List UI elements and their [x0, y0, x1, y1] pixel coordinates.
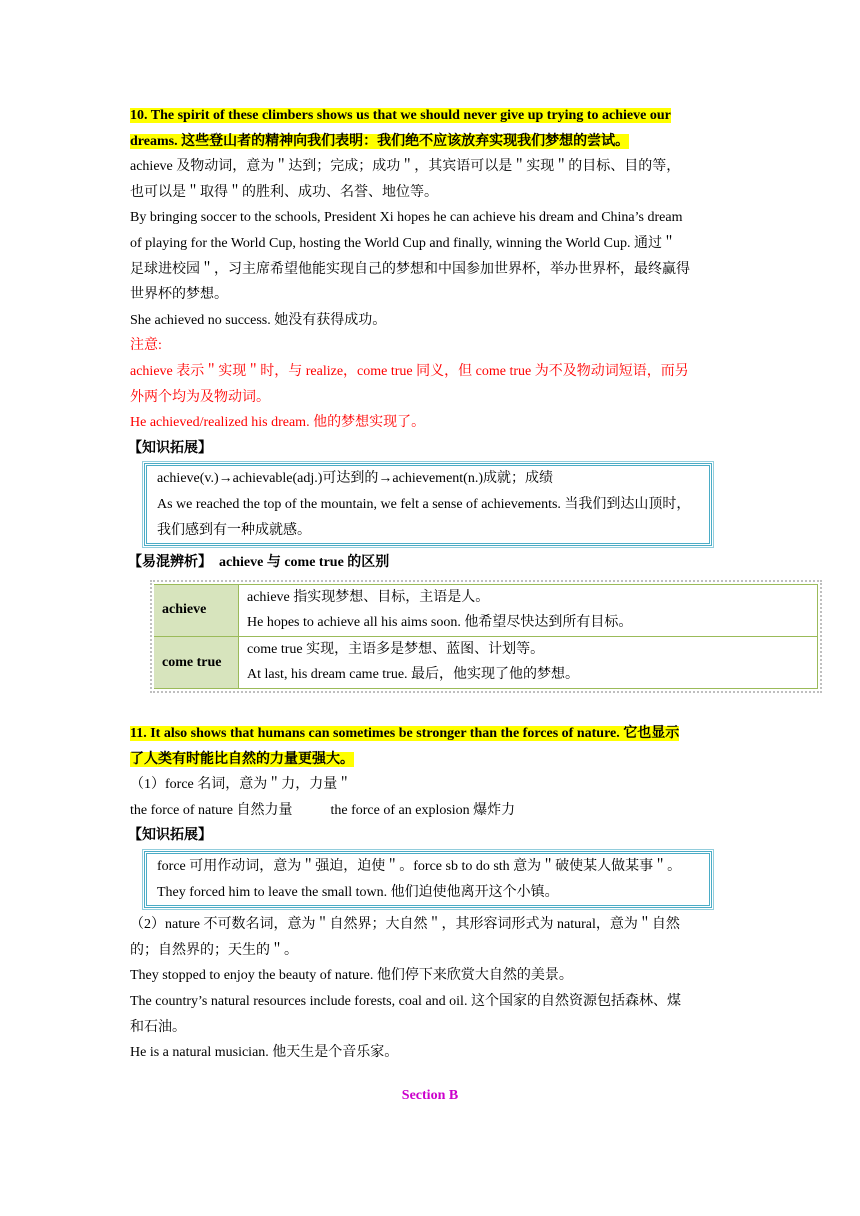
item10-heading: 10. The spirit of these climbers shows us that we should never give up trying to achieve our dreams. 这些登山者的精神向我们表明：我们绝不应该放弃实现我们梦想的尝试。 — [130, 108, 671, 149]
section-title: Section B — [401, 1088, 459, 1103]
item10-example2: She achieved no success. 她没有获得成功。 — [130, 312, 387, 328]
extension-box: achieve(v.)→achievable(adj.)可达到的→achievement(n.)成就；成绩 As we reached the top of the mountain, we felt a sense of achievements. 当我们到达山顶时， 我们感到有一种成就感。 — [144, 463, 712, 546]
item10-explain: achieve 及物动词，意为＂达到；完成；成功＂，其宾语可以是＂实现＂的目标、目的等， 也可以是＂取得＂的胜利、成功、名誉、地位等。 — [130, 159, 681, 200]
term-cell: come true — [154, 636, 239, 688]
note-label: 注意: — [130, 338, 162, 354]
extension-label-2: 【知识拓展】 — [128, 828, 212, 844]
confuse-heading: 【易混辨析】 achieve 与 come true 的区别 — [128, 555, 390, 571]
term-cell: achieve — [154, 584, 239, 636]
note-example: He achieved/realized his dream. 他的梦想实现了。 — [130, 415, 426, 431]
item11-example2: The country’s natural resources include forests, coal and oil. 这个国家的自然资源包括森林、煤 和石油。 — [130, 994, 681, 1035]
item11-example1: They stopped to enjoy the beauty of nature. 他们停下来欣赏大自然的美景。 — [130, 968, 573, 984]
table-row — [154, 636, 818, 688]
desc-cell: achieve 指实现梦想、目标，主语是人。 He hopes to achieve all his aims soon. 他希望尽快达到所有目标。 — [239, 584, 818, 636]
item11-heading: 11. It also shows that humans can sometimes be stronger than the forces of nature. 它也显示 了人类有时能比自然的力量更强大。 — [130, 726, 680, 767]
comparison-table — [150, 580, 822, 693]
table-row — [154, 584, 818, 636]
desc-cell: come true 实现，主语多是梦想、蓝图、计划等。 At last, his dream came true. 最后，他实现了他的梦想。 — [239, 636, 818, 688]
note-text: achieve 表示＂实现＂时，与 realize，come true 同义，但 come true 为不及物动词短语，而另 外两个均为及物动词。 — [130, 363, 689, 405]
item11-nature: （2）nature 不可数名词，意为＂自然界；大自然＂，其形容词形式为 natural，意为＂自然 的；自然界的；天生的＂。 — [130, 917, 680, 958]
item11-phrases: the force of nature 自然力量 the force of an explosion 爆炸力 — [130, 802, 516, 818]
extension-box-2: force 可用作动词，意为＂强迫，迫使＂。force sb to do sth 意为＂破使某人做某事＂。 They forced him to leave the small town. 他们迫使他离开这个小镇。 — [144, 851, 712, 908]
document-body — [130, 103, 732, 1066]
extension-label: 【知识拓展】 — [128, 440, 212, 456]
item11-force: （1）force 名词，意为＂力，力量＂ — [130, 777, 352, 793]
item11-example3: He is a natural musician. 他天生是个音乐家。 — [130, 1045, 399, 1061]
item10-example1: By bringing soccer to the schools, President Xi hopes he can achieve his dream and China’s dream of playing for the World Cup, hosting the World Cup and finally, winning the World Cup. 通过＂ 足球进校园＂，习主席希望他能实现自己的梦想和中国参加世界杯，举办世界杯，最终赢得 世界杯的梦想。 — [130, 210, 690, 303]
